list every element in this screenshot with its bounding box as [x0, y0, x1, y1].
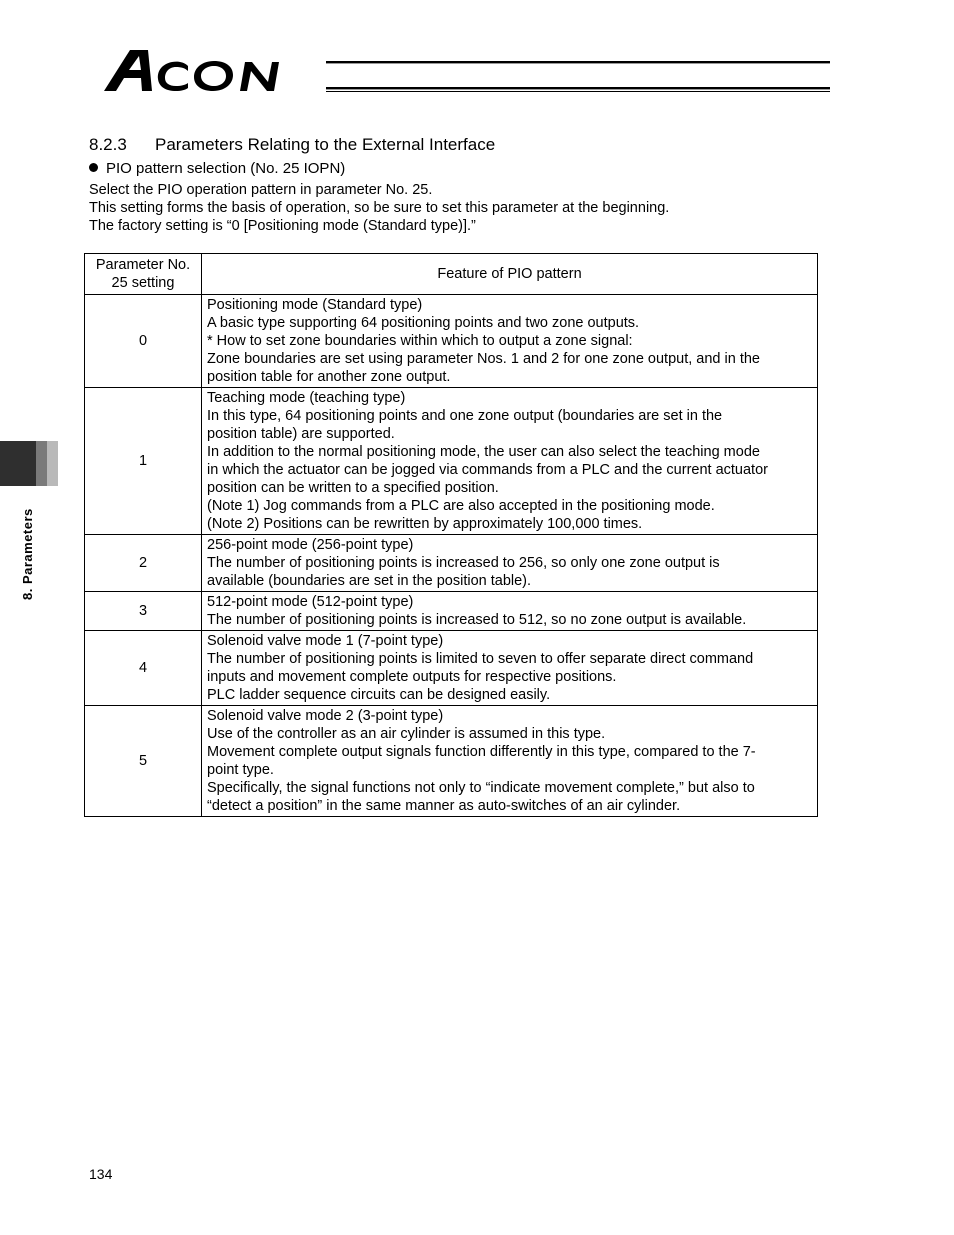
feature-cell	[202, 706, 818, 817]
bullet-dot-icon	[89, 163, 98, 172]
feature-line: The number of positioning points is limited to seven to offer separate direct command	[207, 651, 754, 667]
feature-line: inputs and movement complete outputs for respective positions.	[207, 669, 617, 685]
feature-line: Teaching mode (teaching type)	[207, 390, 406, 406]
section-heading	[89, 135, 495, 155]
setting-cell: 4	[85, 631, 202, 706]
feature-line: position table for another zone output.	[207, 369, 451, 385]
table-row	[85, 535, 818, 592]
table-row	[85, 706, 818, 817]
setting-cell: 1	[85, 388, 202, 535]
feature-line: Specifically, the signal functions not only to “indicate movement complete,” but also to	[207, 780, 755, 796]
feature-line: 256-point mode (256-point type)	[207, 537, 414, 553]
feature-line: (Note 2) Positions can be rewritten by approximately 100,000 times.	[207, 516, 643, 532]
feature-line: The number of positioning points is increased to 512, so no zone output is available.	[207, 612, 747, 628]
feature-line: In addition to the normal positioning mode, the user can also select the teaching mode	[207, 444, 760, 460]
chapter-tab-mid-block	[36, 441, 47, 486]
setting-cell: 0	[85, 295, 202, 388]
feature-line: Solenoid valve mode 1 (7-point type)	[207, 633, 444, 649]
table-row	[85, 388, 818, 535]
feature-line: In this type, 64 positioning points and one zone output (boundaries are set in the	[207, 408, 723, 424]
feature-line: Movement complete output signals function differently in this type, compared to the 7-	[207, 744, 756, 760]
feature-line: “detect a position” in the same manner as auto-switches of an air cylinder.	[207, 798, 681, 814]
column-header-feature: Feature of PIO pattern	[202, 254, 818, 295]
chapter-tab	[0, 441, 58, 486]
bullet-text: PIO pattern selection (No. 25 IOPN)	[106, 160, 346, 177]
table-row	[85, 295, 818, 388]
feature-cell	[202, 535, 818, 592]
bullet-item	[89, 160, 345, 178]
feature-line: in which the actuator can be jogged via commands from a PLC and the current actuator	[207, 462, 768, 478]
feature-line: (Note 1) Jog commands from a PLC are also accepted in the positioning mode.	[207, 498, 715, 514]
header-rule-lines	[326, 58, 830, 94]
feature-line: available (boundaries are set in the position table).	[207, 573, 532, 589]
header-line: Parameter No.	[95, 257, 191, 273]
feature-line: The number of positioning points is increased to 256, so only one zone output is	[207, 555, 720, 571]
setting-cell: 3	[85, 592, 202, 631]
intro-line: This setting forms the basis of operation, so be sure to set this parameter at the beginning.	[89, 200, 670, 216]
acon-logo	[104, 48, 334, 94]
table-header-row	[85, 254, 818, 295]
setting-cell: 5	[85, 706, 202, 817]
chapter-side-label: 8. Parameters	[20, 508, 35, 600]
feature-cell	[202, 631, 818, 706]
feature-line: Solenoid valve mode 2 (3-point type)	[207, 708, 444, 724]
chapter-tab-light-block	[47, 441, 58, 486]
section-title: Parameters Relating to the External Interface	[155, 135, 496, 154]
table-row	[85, 592, 818, 631]
feature-cell	[202, 592, 818, 631]
feature-line: Use of the controller as an air cylinder is assumed in this type.	[207, 726, 606, 742]
table-row	[85, 631, 818, 706]
feature-cell	[202, 295, 818, 388]
feature-line: * How to set zone boundaries within which to output a zone signal:	[207, 333, 633, 349]
feature-line: Zone boundaries are set using parameter Nos. 1 and 2 for one zone output, and in the	[207, 351, 760, 367]
feature-line: 512-point mode (512-point type)	[207, 594, 414, 610]
column-header-setting	[85, 254, 202, 295]
section-number: 8.2.3	[89, 135, 127, 154]
page-number: 134	[89, 1166, 113, 1182]
intro-line: Select the PIO operation pattern in parameter No. 25.	[89, 182, 433, 198]
feature-line: A basic type supporting 64 positioning points and two zone outputs.	[207, 315, 640, 331]
header-line: 25 setting	[111, 275, 175, 291]
feature-cell	[202, 388, 818, 535]
feature-line: point type.	[207, 762, 274, 778]
feature-line: position table) are supported.	[207, 426, 395, 442]
feature-line: Positioning mode (Standard type)	[207, 297, 423, 313]
pio-pattern-table	[84, 253, 818, 817]
intro-paragraph	[89, 181, 669, 235]
setting-cell: 2	[85, 535, 202, 592]
feature-line: position can be written to a specified position.	[207, 480, 499, 496]
feature-line: PLC ladder sequence circuits can be designed easily.	[207, 687, 551, 703]
intro-line: The factory setting is “0 [Positioning mode (Standard type)].”	[89, 218, 476, 234]
chapter-tab-dark-block	[0, 441, 36, 486]
